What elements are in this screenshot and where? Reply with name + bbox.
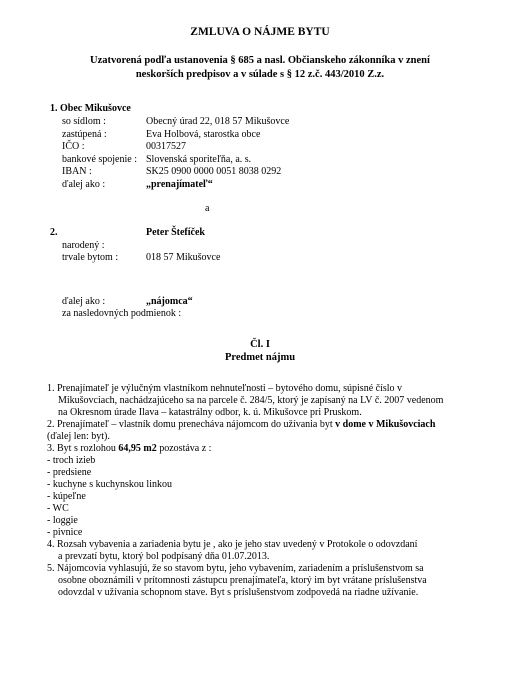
room-item: - WC <box>47 503 69 514</box>
party2-label: trvale bytom : <box>62 252 119 263</box>
item-5-line-1: 5. Nájomcovia vyhlasujú, že so stavom bytu, jeho vybavením, zariadením a príslušenstvom sa <box>47 563 424 574</box>
room-item: - loggie <box>47 515 78 526</box>
article-number: Čl. I <box>250 339 270 350</box>
item-4-line-1: 4. Rozsah vybavenia a zariadenia bytu je , ako je jeho stav uvedený v Protokole o odovzdaní <box>47 539 418 550</box>
room-item: - kuchyne s kuchynskou linkou <box>47 479 172 490</box>
item-2-text: 2. Prenajímateľ – vlastník domu prenecháva nájomcom do užívania byt <box>47 419 336 430</box>
conditions-line: za nasledovných podmienok : <box>62 308 182 319</box>
item-1-line-2: Mikušovciach, nachádzajúceho sa na parcele č. 284/5, ktorý je zapísaný na LV č. 2007 vedenom <box>58 395 444 406</box>
party1-value: Eva Holbová, starostka obce <box>146 129 261 140</box>
landlord-designation: „prenajímateľ“ <box>146 179 213 190</box>
party1-label: ďalej ako : <box>62 179 106 190</box>
party1-value: 00317527 <box>146 141 186 152</box>
party2-label: narodený : <box>62 240 105 251</box>
article-title: Predmet nájmu <box>224 352 296 363</box>
party1-value: Slovenská sporiteľňa, a. s. <box>146 154 252 165</box>
item-4-line-2: a prevzatí bytu, ktorý bol podpísaný dňa 01.07.2013. <box>58 551 270 562</box>
item-1-line-3: na Okresnom úrade Ilava – katastrálny odbor, k. ú. Mikušovce pri Pruskom. <box>58 407 362 418</box>
room-item: - predsiene <box>47 467 92 478</box>
party1-label: so sídlom : <box>62 116 106 127</box>
party1-heading: 1. Obec Mikušovce <box>50 103 131 114</box>
subtitle-line-1: Uzatvorená podľa ustanovenia § 685 a nasl. Občianskeho zákonníka v znení <box>90 55 430 66</box>
subtitle-line-2: neskorších predpisov a v súlade s § 12 z.č. 443/2010 Z.z. <box>135 69 385 80</box>
party1-label: IČO : <box>62 141 85 152</box>
item-1-line-1: 1. Prenajímateľ je výlučným vlastníkom nehnuteľnosti – bytového domu, súpisné číslo v <box>47 383 403 394</box>
area-value: 64,95 m2 <box>118 443 157 454</box>
conjunction: a <box>205 203 210 214</box>
item-2-line-2: (ďalej len: byt). <box>47 431 110 442</box>
item-3-text: 3. Byt s rozlohou <box>47 443 119 454</box>
item-3-line <box>47 443 211 455</box>
party2-value: 018 57 Mikušovce <box>146 252 221 263</box>
item-5-line-3: odovzdal v užívania schopnom stave. Byt s príslušenstvom zodpovedá na riadne užívanie. <box>58 587 419 598</box>
tenant-label: ďalej ako : <box>62 296 106 307</box>
room-item: - pivnice <box>47 527 83 538</box>
item-5-line-2: osobne oboznámili v prítomnosti zástupcu prenajímateľa, ktorý im byt vrátane príslušenstva <box>58 575 427 586</box>
item-2-line-1 <box>47 419 435 431</box>
party1-label: bankové spojenie : <box>62 154 137 165</box>
tenant-designation: „nájomca“ <box>146 296 193 307</box>
party1-label: zastúpená : <box>62 129 107 140</box>
room-item: - troch izieb <box>47 455 96 466</box>
party1-value: Obecný úrad 22, 018 57 Mikušovce <box>146 116 290 127</box>
party1-value: SK25 0900 0000 0051 8038 0292 <box>146 166 282 177</box>
item-2-bold: v dome v Mikušovciach <box>335 419 436 430</box>
item-3-text: pozostáva z : <box>156 443 212 454</box>
party2-name: Peter Štefíček <box>146 227 205 238</box>
room-item: - kúpeľne <box>47 491 86 502</box>
party2-number: 2. <box>50 227 58 238</box>
party1-label: IBAN : <box>62 166 92 177</box>
document-title: ZMLUVA O NÁJME BYTU <box>190 26 330 38</box>
